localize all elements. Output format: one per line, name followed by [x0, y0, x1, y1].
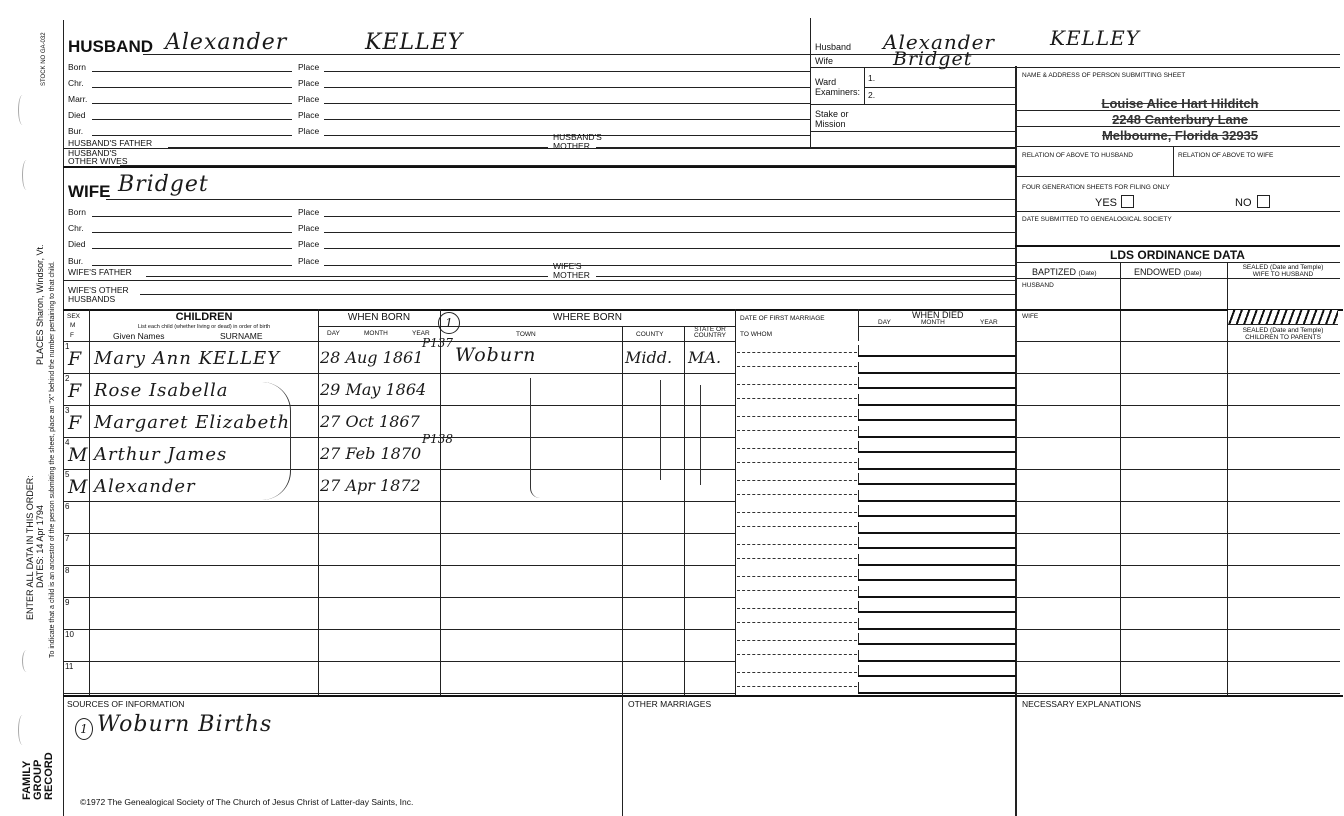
necessary-explanations-label: NECESSARY EXPLANATIONS	[1022, 699, 1142, 709]
child-number: 5	[65, 470, 70, 479]
child-sex: M	[68, 476, 88, 498]
when-born-header: WHEN BORN	[347, 312, 411, 323]
ditto-mark-county	[652, 380, 661, 480]
lds-endowed: ENDOWED (Date)	[1134, 267, 1202, 277]
child-name: Margaret Elizabeth	[94, 412, 291, 433]
wife-name: Bridget	[118, 172, 209, 197]
examiner-1: 1.	[868, 73, 876, 83]
submitter-city: Melbourne, Florida 32935	[1101, 128, 1259, 143]
stake-label: Stake or Mission	[815, 109, 849, 129]
lds-title: LDS ORDINANCE DATA	[1110, 248, 1245, 262]
ward-husband-value: Alexander	[883, 30, 995, 54]
lds-wife-label: WIFE	[1022, 313, 1039, 320]
lds-sealed-children-1: SEALED (Date and Temple)	[1242, 327, 1324, 334]
lds-baptized: BAPTIZED (Date)	[1032, 267, 1097, 277]
lds-hatch	[1228, 310, 1338, 325]
child-number: 2	[65, 374, 70, 383]
child-birth-county: Midd.	[625, 348, 673, 367]
punch-mark	[22, 160, 31, 190]
town-header: TOWN	[516, 331, 536, 338]
child-number: 4	[65, 438, 70, 447]
child-number: 9	[65, 598, 70, 607]
died-month-header: MONTH	[921, 319, 945, 326]
husband-row-label: Chr.	[68, 78, 84, 88]
child-number: 10	[65, 630, 74, 639]
yes-label: YES	[1095, 197, 1118, 209]
husband-place-label: Place	[298, 62, 320, 72]
enter-order-note: ENTER ALL DATA IN THIS ORDER:	[25, 475, 35, 620]
source-text: Woburn Births	[97, 712, 273, 737]
given-names-header: Given Names	[113, 331, 165, 341]
child-number: 6	[65, 502, 70, 511]
born-month-header: MONTH	[364, 330, 388, 337]
child-birth-date: 27 Feb 1870	[320, 444, 422, 463]
child-name: Rose Isabella	[94, 380, 229, 401]
submitter-label: NAME & ADDRESS OF PERSON SUBMITTING SHEET	[1022, 72, 1186, 79]
no-checkbox[interactable]	[1257, 195, 1270, 208]
source-number: 1	[75, 718, 93, 740]
relation-wife-label: RELATION OF ABOVE TO WIFE	[1178, 152, 1274, 159]
wife-father-label: WIFE'S FATHER	[68, 267, 132, 277]
husband-surname: KELLEY	[365, 30, 464, 55]
lds-sealed-wife-2: WIFE TO HUSBAND	[1252, 271, 1314, 278]
where-born-header: WHERE BORN	[553, 312, 622, 323]
wife-place-label: Place	[298, 239, 320, 249]
wife-row-label: Bur.	[68, 256, 84, 266]
child-birth-date: 29 May 1864	[320, 380, 427, 399]
yes-checkbox[interactable]	[1121, 195, 1134, 208]
husband-other-wives-label: HUSBAND'S OTHER WIVES	[68, 148, 128, 166]
husband-father-label: HUSBAND'S FATHER	[68, 138, 153, 148]
wife-place-label: Place	[298, 207, 320, 217]
when-died-header: WHEN DIED	[912, 310, 964, 320]
sex-m: M	[70, 322, 76, 329]
wife-mother-label: WIFE'S MOTHER	[553, 261, 590, 280]
submitter-name: Louise Alice Hart Hilditch	[1101, 96, 1259, 111]
died-day-header: DAY	[878, 319, 891, 326]
form-name: FAMILY GROUP RECORD	[21, 752, 55, 800]
child-birth-date: 28 Aug 1861	[320, 348, 424, 367]
punch-mark	[18, 95, 27, 125]
children-header: CHILDREN	[175, 311, 233, 323]
examiners-label: Examiners:	[815, 87, 861, 97]
child-page-note: P137	[422, 336, 453, 350]
ditto-mark-town	[530, 378, 541, 498]
child-sex: F	[68, 380, 82, 402]
husband-heading: HUSBAND	[68, 37, 153, 56]
husband-place-label: Place	[298, 78, 320, 88]
sex-f: F	[70, 332, 74, 339]
child-number: 1	[65, 342, 70, 351]
to-whom-header: TO WHOM	[740, 331, 773, 338]
date-submitted-label: DATE SUBMITTED TO GENEALOGICAL SOCIETY	[1022, 216, 1172, 223]
ward-wife-value: Bridget	[893, 48, 973, 70]
first-marriage-header: DATE OF FIRST MARRIAGE	[740, 315, 825, 322]
child-sex: M	[68, 444, 88, 466]
four-generation-label: FOUR GENERATION SHEETS FOR FILING ONLY	[1022, 184, 1170, 191]
child-birth-state: MA.	[688, 348, 722, 367]
husband-given-name: Alexander	[165, 30, 288, 55]
wife-row-label: Died	[68, 239, 86, 249]
died-year-header: YEAR	[980, 319, 998, 326]
surname-header: SURNAME	[220, 331, 263, 341]
child-page-note: P138	[422, 432, 453, 446]
child-sex: F	[68, 412, 82, 434]
child-number: 3	[65, 406, 70, 415]
punch-mark	[18, 715, 27, 745]
child-number: 11	[65, 662, 74, 671]
lds-sealed-wife-1: SEALED (Date and Temple)	[1242, 264, 1324, 271]
copyright: ©1972 The Genealogical Society of The Church of Jesus Christ of Latter-day Saints, Inc.	[80, 797, 414, 807]
child-number: 7	[65, 534, 70, 543]
lds-sealed-children-2: CHILDREN TO PARENTS	[1245, 334, 1321, 341]
child-number: 8	[65, 566, 70, 575]
husband-place-label: Place	[298, 126, 320, 136]
other-marriages-label: OTHER MARRIAGES	[628, 699, 712, 709]
child-name: Mary Ann KELLEY	[94, 348, 281, 369]
sources-label: SOURCES OF INFORMATION	[67, 699, 185, 709]
ward-husband-surname: KELLEY	[1050, 26, 1140, 50]
dates-note: DATES: 14 Apr 1794	[35, 505, 45, 588]
husband-row-label: Born	[68, 62, 86, 72]
state-header: STATE OR COUNTRY	[693, 326, 727, 339]
husband-row-label: Marr.	[68, 94, 88, 104]
no-label: NO	[1235, 197, 1252, 209]
stock-number: STOCK NO GA-032	[41, 32, 47, 86]
ward-label: Ward	[815, 77, 837, 87]
examiner-2: 2.	[868, 90, 876, 100]
husband-row-label: Died	[68, 110, 86, 120]
sex-header: SEX	[67, 313, 81, 320]
relation-husband-label: RELATION OF ABOVE TO HUSBAND	[1022, 152, 1133, 159]
children-note: List each child (whether living or dead) in order of birth	[137, 324, 271, 330]
child-birth-date: 27 Oct 1867	[320, 412, 420, 431]
wife-place-label: Place	[298, 256, 320, 266]
submitter-street: 2248 Canterbury Lane	[1112, 112, 1248, 127]
child-birth-date: 27 Apr 1872	[320, 476, 421, 495]
wife-heading: WIFE	[68, 182, 111, 201]
wife-other-husbands-label: WIFE'S OTHER HUSBANDS	[68, 285, 129, 304]
wife-row-label: Chr.	[68, 223, 84, 233]
husband-place-label: Place	[298, 94, 320, 104]
husband-row-label: Bur.	[68, 126, 84, 136]
husband-place-label: Place	[298, 110, 320, 120]
ward-wife-label: Wife	[815, 56, 833, 66]
ditto-mark-surname	[262, 382, 291, 500]
wife-place-label: Place	[298, 223, 320, 233]
places-note: PLACES Sharon, Windsor, Vt.	[35, 244, 45, 365]
born-day-header: DAY	[327, 330, 340, 337]
ward-husband-label: Husband	[815, 42, 852, 52]
ancestor-instruction: To indicate that a child is an ancestor of the person submitting the sheet, place an "X" behind the number pertaining to that child.	[49, 261, 56, 658]
child-name: Alexander	[94, 476, 196, 497]
ditto-mark-state	[700, 385, 709, 485]
child-name: Arthur James	[94, 444, 228, 465]
child-birth-town: Woburn	[455, 344, 537, 366]
child-sex: F	[68, 348, 82, 370]
county-header: COUNTY	[636, 331, 664, 338]
born-year-header: YEAR	[412, 330, 430, 337]
punch-mark	[22, 650, 31, 672]
lds-husband-label: HUSBAND	[1022, 282, 1054, 289]
wife-row-label: Born	[68, 207, 86, 217]
born-source-mark: 1	[438, 312, 460, 334]
husband-mother-label: HUSBAND'S MOTHER	[553, 132, 602, 151]
